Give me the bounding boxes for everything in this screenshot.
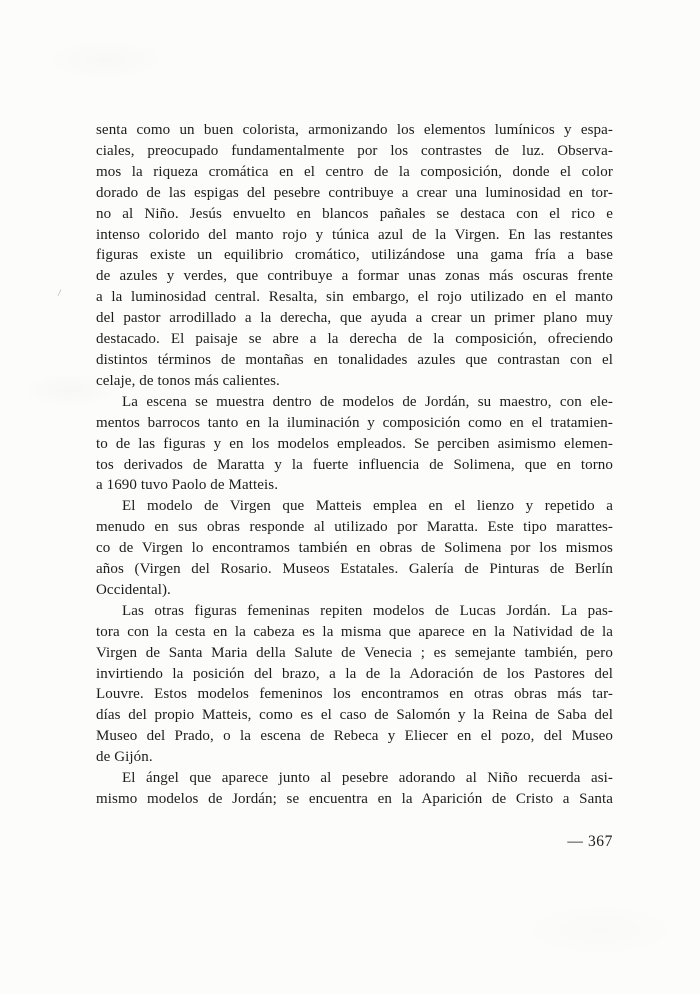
- text-line: días del propio Matteis, como es el caso de Salomón y la Reina de Saba del: [96, 707, 613, 724]
- text-line: to de las figuras y en los modelos empleados. Se perciben asimismo elemen-: [96, 435, 613, 452]
- text-line: a la luminosidad central. Resalta, sin embargo, el rojo utilizado en el manto: [96, 289, 613, 306]
- text-line: destacado. El paisaje se abre a la derecha de la composición, ofreciendo: [96, 331, 613, 348]
- page-number: — 367: [567, 833, 613, 850]
- text-line: intenso colorido del manto rojo y túnica azul de la Virgen. En las restantes: [96, 226, 613, 243]
- text-line: de azules y verdes, que contribuye a formar unas zonas más oscuras frente: [96, 268, 613, 285]
- text-line: senta como un buen colorista, armonizando los elementos lumínicos y espa-: [96, 122, 613, 138]
- text-line: del pastor arrodillado a la derecha, que ayuda a crear un primer plano muy: [96, 310, 613, 327]
- text-line: mentos barrocos tanto en la iluminación y composición como en el tratamien-: [96, 414, 613, 431]
- text-line: tos derivados de Maratta y la fuerte influencia de Solimena, que en torno: [96, 456, 613, 473]
- text-line: Occidental).: [96, 581, 171, 598]
- text-line: mos la riqueza cromática en el centro de la composición, donde el color: [96, 163, 613, 180]
- text-line: menudo en sus obras responde al utilizado por Maratta. Este tipo marattes-: [96, 519, 613, 536]
- paragraph: [96, 768, 613, 810]
- text-line: celaje, de tonos más calientes.: [96, 372, 280, 389]
- text-line: La escena se muestra dentro de modelos de Jordán, su maestro, con ele-: [122, 393, 613, 410]
- text-line: ciales, preocupado fundamentalmente por los contrastes de luz. Observa-: [96, 142, 613, 159]
- text-line: Virgen de Santa Maria della Salute de Venecia ; es semejante también, pero: [96, 644, 613, 661]
- paragraph: [96, 601, 613, 768]
- text-line: Las otras figuras femeninas repiten modelos de Lucas Jordán. La pas-: [122, 602, 613, 619]
- paragraph: [96, 392, 613, 497]
- text-line: a 1690 tuvo Paolo de Matteis.: [96, 477, 279, 494]
- text-line: El modelo de Virgen que Matteis emplea en el lienzo y repetido a: [122, 498, 613, 515]
- scan-artifact: /: [57, 287, 62, 300]
- text-line: tora con la cesta en la cabeza es la misma que aparece en la Natividad de la: [96, 623, 613, 640]
- text-line: años (Virgen del Rosario. Museos Estatales. Galería de Pinturas de Berlín: [96, 561, 613, 578]
- text-line: Louvre. Estos modelos femeninos los encontramos en otras obras más tar-: [96, 686, 613, 703]
- text-line: invirtiendo la posición del brazo, a la de la Adoración de los Pastores del: [96, 665, 613, 682]
- text-line: mismo modelos de Jordán; se encuentra en la Aparición de Cristo a Santa: [96, 791, 613, 807]
- text-line: distintos términos de montañas en tonalidades azules que contrastan con el: [96, 351, 613, 368]
- text-block: [96, 120, 613, 810]
- text-line: co de Virgen lo encontramos también en obras de Solimena por los mismos: [96, 540, 613, 557]
- paragraph: [96, 120, 613, 392]
- text-line: no al Niño. Jesús envuelto en blancos pañales se destaca con el rico e: [96, 205, 613, 222]
- text-line: figuras existe un equilibrio cromático, utilizándose una gama fría a base: [96, 247, 613, 264]
- text-line: dorado de las espigas del pesebre contribuye a crear una luminosidad en tor-: [96, 184, 613, 201]
- text-line: El ángel que aparece junto al pesebre adorando al Niño recuerda asi-: [122, 770, 613, 787]
- text-line: de Gijón.: [96, 749, 153, 766]
- text-line: Museo del Prado, o la escena de Rebeca y Eliecer en el pozo, del Museo: [96, 728, 613, 745]
- paragraph: [96, 496, 613, 601]
